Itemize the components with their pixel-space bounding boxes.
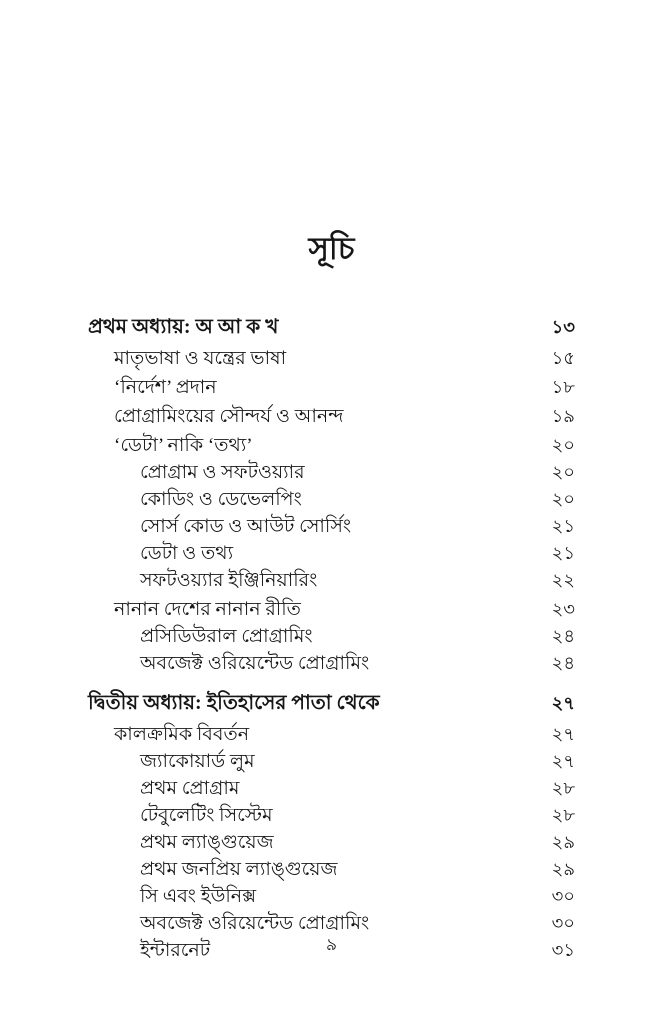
- toc-entry-label: সোর্স কোড ও আউট সোর্সিং: [140, 516, 352, 537]
- toc-entry-page: ২৮: [551, 778, 575, 798]
- toc-entry-page: ২০: [551, 489, 575, 509]
- toc-entry-page: ২৪: [551, 653, 575, 673]
- toc-entry-label: প্রথম প্রোগ্রাম: [140, 778, 240, 799]
- toc-entry: [88, 513, 575, 540]
- toc-entry-page: ২১: [551, 516, 575, 536]
- toc-entry-label: প্রথম ল্যাঙ্গুয়েজ: [140, 832, 274, 853]
- folio-page-number: ৯: [325, 935, 338, 954]
- toc-entry-label: দ্বিতীয় অধ্যায়: ইতিহাসের পাতা থেকে: [88, 692, 380, 714]
- toc-entry-label: সফটওয়্যার ইঞ্জিনিয়ারিং: [140, 570, 318, 591]
- toc-entry: [88, 802, 575, 829]
- toc-entry-page: ২৭: [551, 724, 575, 744]
- toc-entry: [88, 883, 575, 910]
- toc-entry-label: কোডিং ও ডেভেলপিং: [140, 489, 302, 510]
- page-title: সূচি: [308, 231, 355, 266]
- toc-entry-label: সি এবং ইউনিক্স: [140, 886, 257, 907]
- toc-entry-page: ৩১: [551, 940, 575, 960]
- toc-entry-page: ৩০: [551, 886, 575, 906]
- toc-entry-page: ২৩: [551, 599, 575, 619]
- toc-entry: [88, 829, 575, 856]
- toc-entry: [88, 432, 575, 459]
- toc-entry: [88, 459, 575, 486]
- toc-entry-page: ২৯: [551, 859, 575, 879]
- toc-entry-label: প্রোগ্রামিংয়ের সৌন্দর্য ও আনন্দ: [114, 406, 344, 427]
- toc-entry-page: ২৪: [551, 626, 575, 646]
- toc-entry-label: প্রথম জনপ্রিয় ল্যাঙ্গুয়েজ: [140, 859, 338, 880]
- toc-entry: [88, 596, 575, 623]
- toc-entry-label: কালক্রমিক বিবর্তন: [114, 724, 250, 745]
- toc-entry: [88, 345, 575, 372]
- toc-entry-label: অবজেক্ট ওরিয়েন্টেড প্রোগ্রামিং: [140, 913, 370, 934]
- toc-entry-page: ২৯: [551, 832, 575, 852]
- toc-entry-page: ১৯: [551, 406, 575, 426]
- toc-entry-label: প্রথম অধ্যায়: অ আ ক খ: [88, 316, 279, 338]
- toc-entry: [88, 650, 575, 677]
- toc-entry-page: ১৮: [551, 377, 575, 397]
- toc-entry: [88, 486, 575, 513]
- toc-entry-page: ২৭: [551, 751, 575, 771]
- toc-entry: [88, 721, 575, 748]
- toc-entry-label: প্রোগ্রাম ও সফটওয়্যার: [140, 462, 305, 483]
- toc-entry: [88, 314, 575, 340]
- toc-entry: [88, 374, 575, 401]
- toc-entry: [88, 690, 575, 716]
- toc-entry-page: ২২: [551, 570, 575, 590]
- toc-entry-label: জ্যাকোয়ার্ড লুম: [140, 751, 255, 772]
- toc-entry-page: ২৭: [551, 693, 575, 713]
- toc-entry-page: ২০: [551, 435, 575, 455]
- toc-entry-label: প্রসিডিউরাল প্রোগ্রামিং: [140, 626, 313, 647]
- toc-entry: [88, 623, 575, 650]
- toc-entry-label: ‘নির্দেশ’ প্রদান: [114, 377, 217, 398]
- toc-content: [88, 230, 575, 964]
- toc-entry: [88, 403, 575, 430]
- toc-entry-label: ডেটা ও তথ্য: [140, 543, 234, 564]
- toc-entry-label: মাতৃভাষা ও যন্ত্রের ভাষা: [114, 348, 287, 369]
- toc-entry-label: টেবুলেটিং সিস্টেম: [140, 805, 273, 826]
- toc-entry: [88, 567, 575, 594]
- toc-entry-page: ২০: [551, 462, 575, 482]
- toc-entry-page: ২১: [551, 543, 575, 563]
- toc-entry-page: ১৩: [551, 317, 575, 337]
- toc-entry: [88, 775, 575, 802]
- toc-entry-label: ‘ডেটা’ নাকি ‘তথ্য’: [114, 435, 253, 456]
- toc-entry: [88, 748, 575, 775]
- toc-entry: [88, 540, 575, 567]
- toc-entry-label: অবজেক্ট ওরিয়েন্টেড প্রোগ্রামিং: [140, 653, 370, 674]
- toc-entry-page: ২৮: [551, 805, 575, 825]
- toc-entry: [88, 856, 575, 883]
- toc-entry-label: ইন্টারনেট: [140, 940, 211, 961]
- toc-entry-page: ১৫: [551, 348, 575, 368]
- toc-entry-label: নানান দেশের নানান রীতি: [114, 599, 301, 620]
- toc-entry-page: ৩০: [551, 913, 575, 933]
